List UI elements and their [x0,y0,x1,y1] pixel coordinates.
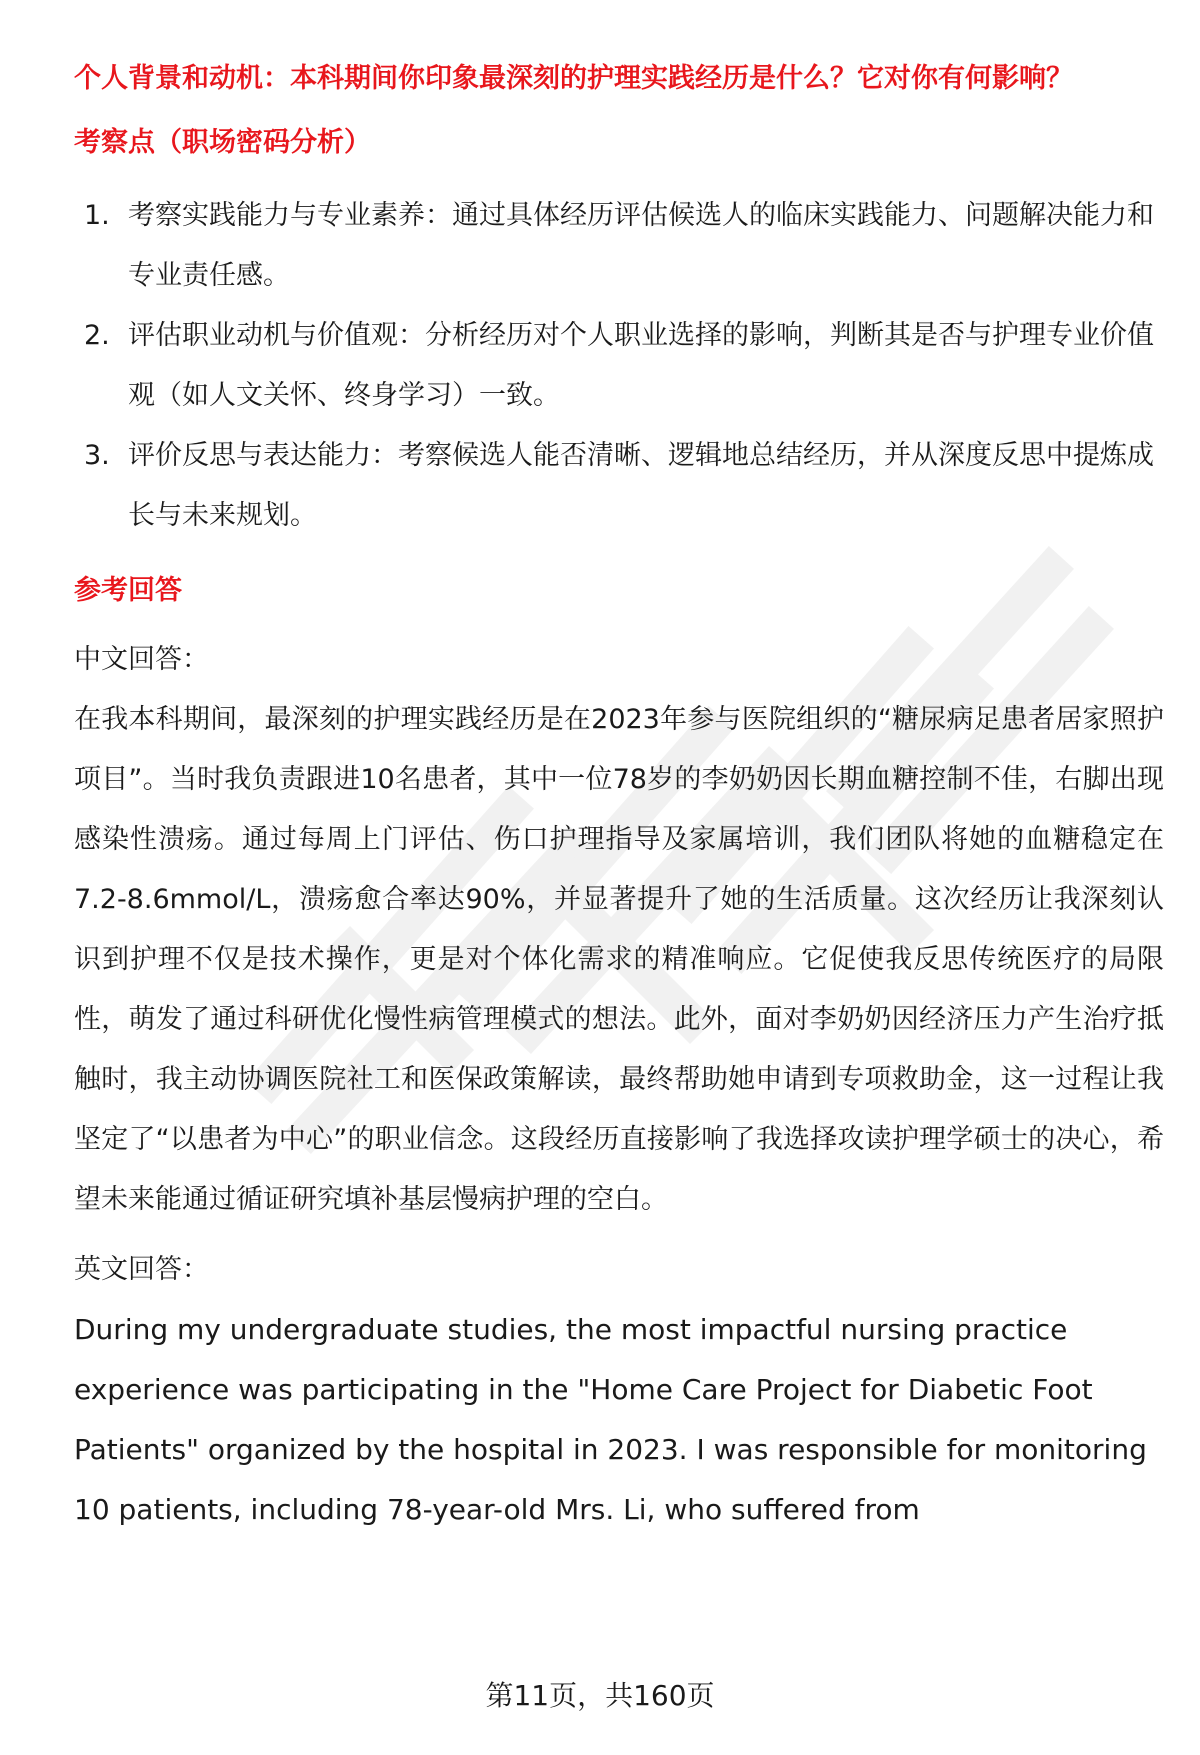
list-item-number: 1. [84,200,110,231]
list-item-text: 评估职业动机与价值观：分析经历对个人职业选择的影响，判断其是否与护理专业价值观（如人文关怀、终身学习）一致。 [128,320,1154,411]
page-content [74,58,1164,1540]
answer-heading: 参考回答 [74,575,182,606]
list-item-number: 2. [84,320,110,351]
question-heading: 个人背景和动机：本科期间你印象最深刻的护理实践经历是什么？它对你有何影响？ [74,63,1073,94]
chinese-answer-label: 中文回答： [74,644,209,675]
focus-heading: 考察点（职场密码分析） [74,127,371,158]
list-item-number: 3. [84,440,110,471]
list-item-text: 考察实践能力与专业素养：通过具体经历评估候选人的临床实践能力、问题解决能力和专业责任感。 [128,200,1154,291]
list-item [74,186,1164,306]
list-item-text: 评价反思与表达能力：考察候选人能否清晰、逻辑地总结经历，并从深度反思中提炼成长与未来规划。 [128,440,1154,531]
english-answer-text: During my undergraduate studies, the most impactful nursing practice experience was participating in the "Home Care Project for Diabetic Foot Patients" organized by the hospital in 2023. I was responsible for monitoring 10 patients, including 78-year-old Mrs. Li, who suffered from [74,1313,1147,1526]
english-answer-label: 英文回答： [74,1254,209,1285]
list-item [74,426,1164,546]
list-item [74,306,1164,426]
focus-points-list [74,186,1164,546]
page-number-footer: 第11页，共160页 [485,1679,715,1712]
chinese-answer-text: 在我本科期间，最深刻的护理实践经历是在2023年参与医院组织的“糖尿病足患者居家照护项目”。当时我负责跟进10名患者，其中一位78岁的李奶奶因长期血糖控制不佳，右脚出现感染性溃疡。通过每周上门评估、伤口护理指导及家属培训，我们团队将她的血糖稳定在7.2-8.6mmol/L，溃疡愈合率达90%，并显著提升了她的生活质量。这次经历让我深刻认识到护理不仅是技术操作，更是对个体化需求的精准响应。它促使我反思传统医疗的局限性，萌发了通过科研优化慢性病管理模式的想法。此外，面对李奶奶因经济压力产生治疗抵触时，我主动协调医院社工和医保政策解读，最终帮助她申请到专项救助金，这一过程让我坚定了“以患者为中心”的职业信念。这段经历直接影响了我选择攻读护理学硕士的决心，希望未来能通过循证研究填补基层慢病护理的空白。 [74,704,1164,1215]
